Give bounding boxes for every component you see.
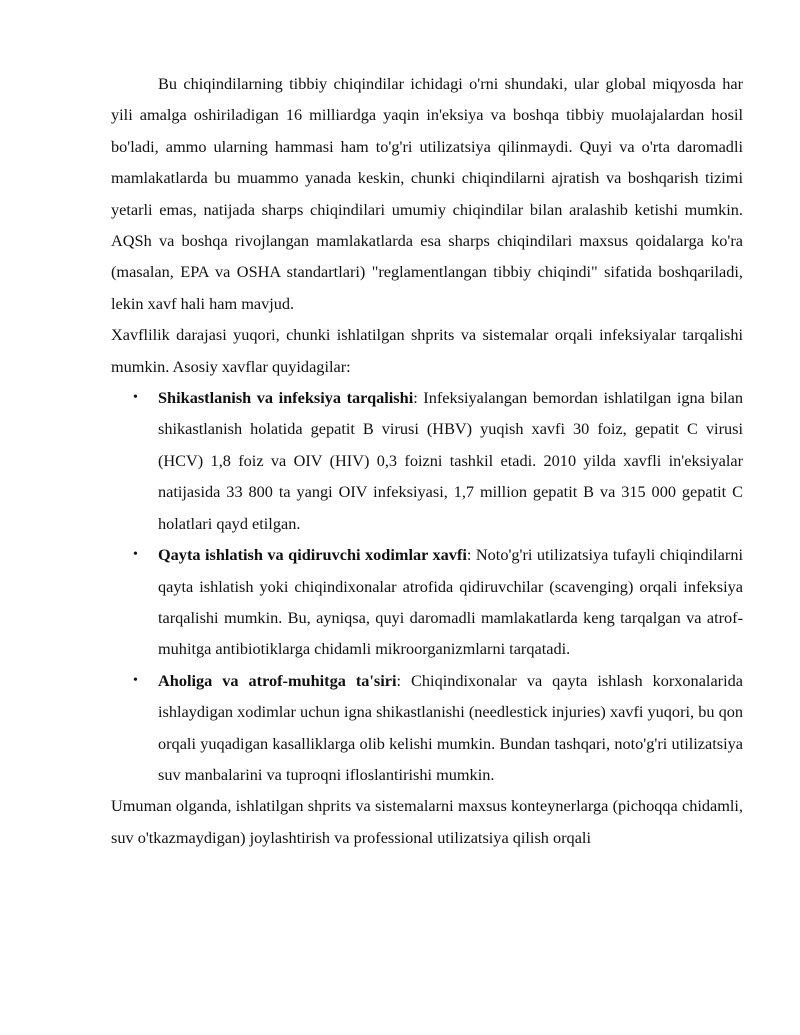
closing-paragraph: Umuman olganda, ishlatilgan shprits va sistemalarni maxsus konteynerlarga (pichoqqa chidamli, suv o'tkazmaydigan) joylashtirish va professional utilizatsiya qilish orqali bbox=[111, 796, 743, 847]
list-item bbox=[133, 382, 743, 539]
document-body bbox=[111, 68, 743, 853]
list-item-text: : Noto'g'ri utilizatsiya tufayli chiqindilarni qayta ishlatish yoki chiqindixonalar atrofida qidiruvchilar (scavenging) orqali infeksiya tarqalishi mumkin. Bu, ayniqsa, quyi daromadli mamlakatlarda keng tarqalgan va atrof-muhitga antibiotiklarga chidamli mikroorganizmlarni tarqatadi. bbox=[158, 545, 743, 659]
bullet-icon: • bbox=[133, 390, 138, 406]
bullet-icon: • bbox=[133, 672, 138, 688]
intro-paragraph: Bu chiqindilarning tibbiy chiqindilar ichidagi o'rni shundaki, ular global miqyosda har yili amalga oshiriladigan 16 milliardga yaqin in'eksiya va boshqa tibbiy muolajalardan hosil bo'ladi, ammo ularning hammasi ham to'g'ri utilizatsiya qilinmaydi. Quyi va o'rta daromadli mamlakatlarda bu muammo yanada keskin, chunki chiqindilarni ajratish va boshqarish tizimi yetarli emas, natijada sharps chiqindilari umumiy chiqindilar bilan aralashib ketishi mumkin. AQSh va boshqa rivojlangan mamlakatlarda esa sharps chiqindilari maxsus qoidalarga ko'ra (masalan, EPA va OSHA standartlari) "reglamentlangan tibbiy chiqindi" sifatida boshqariladi, lekin xavf hali ham mavjud. bbox=[111, 74, 743, 313]
list-item bbox=[133, 539, 743, 665]
bullet-icon: • bbox=[133, 547, 138, 563]
list-item-term: Qayta ishlatish va qidiruvchi xodimlar xavfi bbox=[158, 545, 467, 565]
risk-list bbox=[111, 382, 743, 790]
list-item bbox=[133, 665, 743, 791]
list-item-term: Aholiga va atrof-muhitga ta'siri bbox=[158, 670, 397, 690]
list-item-text: : Chiqindixonalar va qayta ishlash korxonalarida ishlaydigan xodimlar uchun igna shikastlanishi (needlestick injuries) xavfi yuqori, bu qon orqali yuqadigan kasalliklarga olib kelishi mumkin. Bundan tashqari, noto'g'ri utilizatsiya suv manbalarini va tuproqni ifloslantirishi mumkin. bbox=[158, 670, 743, 784]
risk-paragraph: Xavflilik darajasi yuqori, chunki ishlatilgan shprits va sistemalar orqali infeksiyalar tarqalishi mumkin. Asosiy xavflar quyidagilar: bbox=[111, 325, 743, 376]
list-item-term: Shikastlanish va infeksiya tarqalishi bbox=[158, 388, 414, 408]
list-item-text: : Infeksiyalangan bemordan ishlatilgan igna bilan shikastlanish holatida gepatit B virusi (HBV) yuqish xavfi 30 foiz, gepatit C virusi (HCV) 1,8 foiz va OIV (HIV) 0,3 foizni tashkil etadi. 2010 yilda xavfli in'eksiyalar natijasida 33 800 ta yangi OIV infeksiyasi, 1,7 million gepatit B va 315 000 gepatit C holatlari qayd etilgan. bbox=[158, 388, 743, 533]
